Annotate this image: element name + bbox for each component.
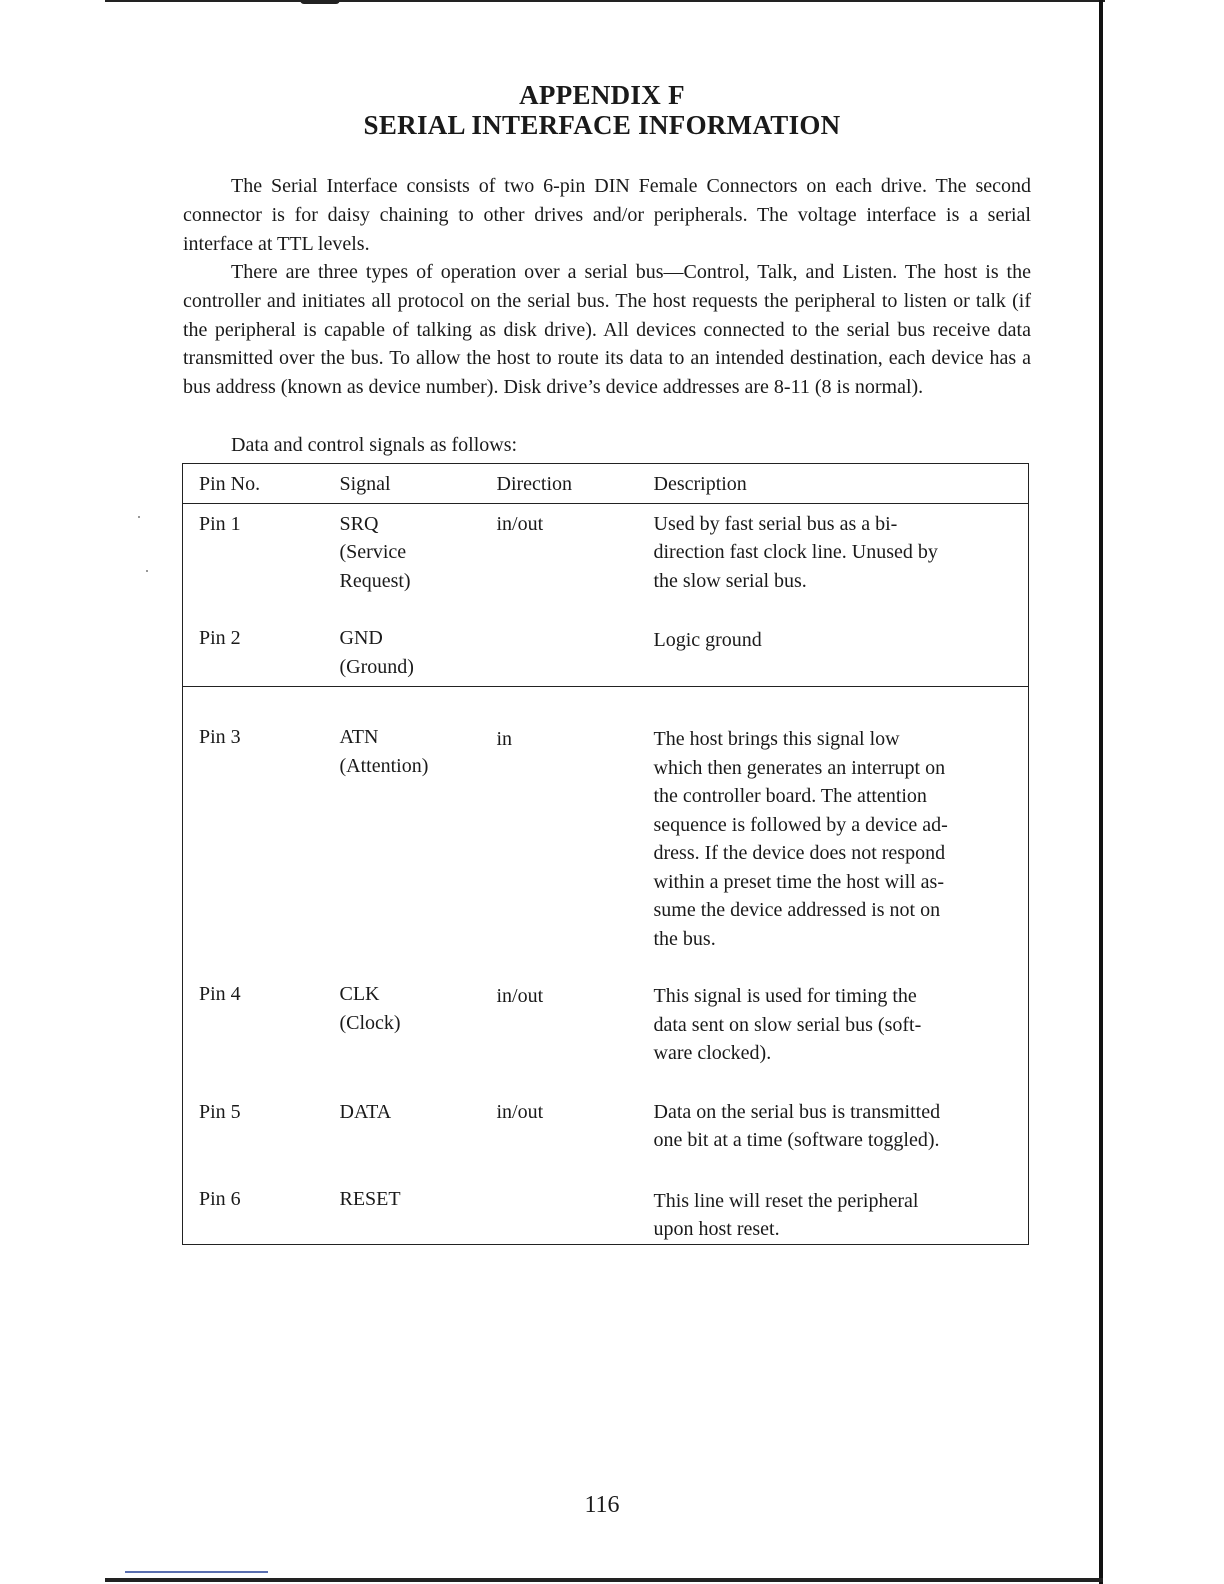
description-line: This line will reset the peripheral (653, 1189, 919, 1212)
operations-paragraph: There are three types of operation over a serial bus—Control, Talk, and Listen. The host is the controller and initiates all protocol on the serial bus. The host requests the peripheral to listen or talk (if the peripheral is capable of talking as disk drive). All devices connected to the serial bus receive data transmitted over the bus. To allow the host to route its data to an intended destination, each device has a bus address (known as device number). Disk drive’s device addresses are 8-11 (8 is normal). (183, 261, 1031, 399)
header-pin-no: Pin No. (183, 464, 340, 504)
appendix-subtitle: SERIAL INTERFACE INFORMATION (363, 110, 841, 140)
description-line: dress. If the device does not respond (653, 842, 946, 864)
scan-edge-right (1099, 0, 1103, 1584)
description-cell (654, 953, 1029, 1068)
signal-line: (Ground) (339, 655, 414, 678)
description-line: ware clocked). (653, 1042, 772, 1064)
signal-line: (Attention) (339, 754, 429, 777)
signal-line: SRQ (339, 512, 379, 535)
signal-cell (340, 503, 497, 595)
table-row (183, 687, 1029, 954)
description-line: Logic ground (653, 629, 762, 651)
pin-cell: Pin 6 (199, 1187, 241, 1210)
intro-paragraph: The Serial Interface consists of two 6-pin DIN Female Connectors on each drive. The second connector is for daisy chaining to other drives and/or peripherals. The voltage interface is a serial interface at TTL levels. (183, 175, 1031, 255)
signal-line: (Clock) (339, 1011, 401, 1034)
scan-speck (146, 570, 148, 572)
signal-cell (340, 1155, 497, 1245)
header-description: Description (654, 464, 1029, 504)
signal-line: DATA (339, 1100, 392, 1123)
table-header-row (183, 464, 1029, 504)
scan-edge-top (105, 0, 1105, 2)
table-row (183, 1155, 1029, 1245)
header-signal: Signal (340, 464, 497, 504)
signal-line: ATN (339, 726, 379, 748)
description-line: direction fast clock line. Unused by (653, 541, 938, 563)
description-cell (654, 687, 1029, 954)
pin-cell: Pin 2 (183, 595, 340, 687)
direction-cell (497, 1155, 654, 1245)
description-line: one bit at a time (software toggled). (653, 1129, 940, 1151)
signal-line: RESET (339, 1187, 401, 1210)
description-line: the bus. (653, 927, 716, 950)
description-line: within a preset time the host will as- (653, 870, 944, 893)
direction-cell: in/out (496, 512, 544, 535)
signal-line: CLK (339, 983, 380, 1005)
description-line: Data on the serial bus is transmitted (653, 1100, 941, 1123)
pin-cell: Pin 1 (199, 512, 241, 535)
description-line: the slow serial bus. (653, 569, 807, 592)
header-direction: Direction (497, 464, 654, 504)
scan-edge-notch (300, 0, 340, 4)
pin-cell: Pin 4 (199, 983, 241, 1005)
table-row (183, 503, 1029, 595)
direction-cell: in/out (496, 1100, 544, 1123)
description-cell (654, 503, 1029, 595)
signal-cell (340, 1068, 497, 1155)
table-row (183, 1068, 1029, 1155)
signal-cell (340, 595, 497, 687)
appendix-title: APPENDIX F (519, 80, 685, 110)
signal-line: Request) (339, 569, 411, 592)
direction-cell: in/out (496, 985, 544, 1007)
direction-cell (497, 595, 654, 687)
scan-edge-bottom-accent (125, 1571, 268, 1573)
description-cell (654, 1068, 1029, 1155)
scan-speck (138, 516, 140, 518)
signals-lead-in: Data and control signals as follows: (231, 434, 518, 456)
pin-cell: Pin 3 (199, 726, 241, 748)
description-line: data sent on slow serial bus (soft- (653, 1013, 922, 1036)
description-line: This signal is used for timing the (653, 985, 917, 1007)
signal-line: GND (339, 627, 383, 649)
table-row (183, 595, 1029, 687)
description-line: sequence is followed by a device ad- (653, 813, 948, 836)
page-number: 116 (584, 1492, 620, 1518)
description-line: the controller board. The attention (653, 785, 927, 807)
description-cell (654, 595, 1029, 687)
scan-edge-bottom (105, 1578, 1103, 1582)
signals-table (182, 463, 1029, 1245)
description-line: Used by fast serial bus as a bi- (653, 512, 898, 535)
pin-cell: Pin 5 (199, 1100, 241, 1123)
description-line: The host brings this signal low (653, 728, 900, 750)
description-line: which then generates an interrupt on (653, 756, 946, 779)
description-line: sume the device addressed is not on (653, 899, 941, 921)
signal-cell (340, 687, 497, 954)
direction-cell: in (496, 728, 513, 750)
description-line: upon host reset. (653, 1218, 780, 1240)
description-cell (654, 1155, 1029, 1245)
table-row (183, 953, 1029, 1068)
signal-cell (340, 953, 497, 1068)
signal-line: (Service (339, 541, 407, 563)
